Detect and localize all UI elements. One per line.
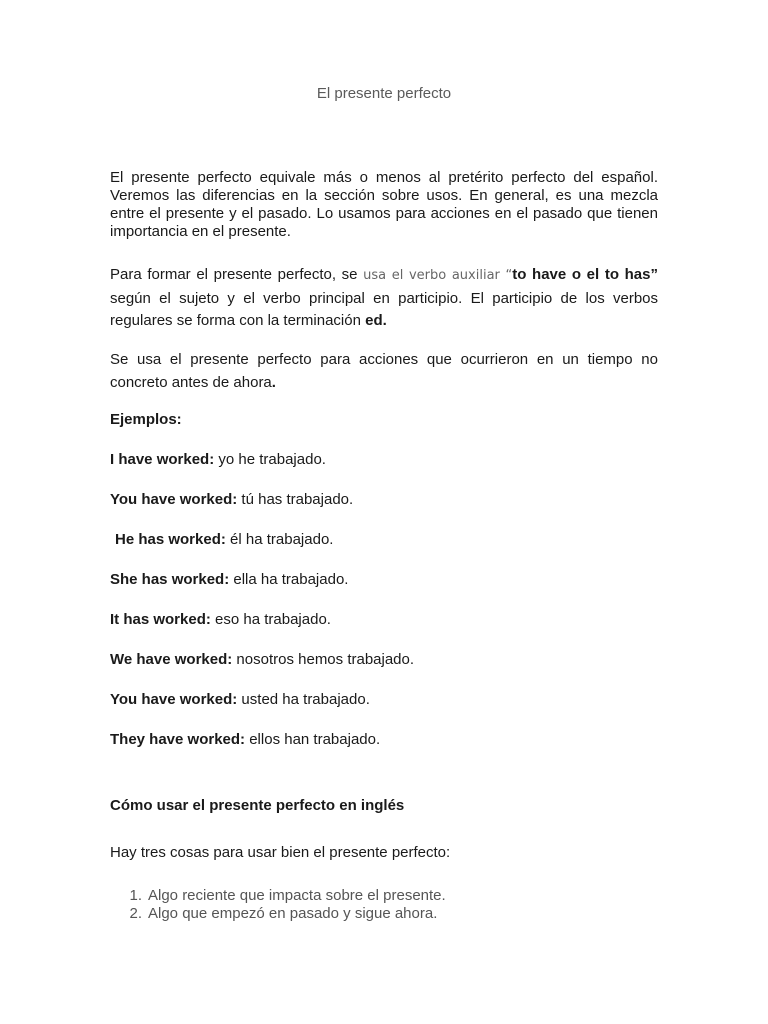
list-item-text: Algo que empezó en pasado y sigue ahora. [148, 905, 438, 922]
ending-bold: ed. [365, 312, 387, 329]
example-spanish: ella ha trabajado. [229, 571, 349, 588]
usage-heading: Cómo usar el presente perfecto en inglés [110, 797, 405, 814]
example-line [110, 491, 710, 509]
usage-intro: Hay tres cosas para usar bien el presente perfecto: [110, 844, 451, 861]
example-spanish: tú has trabajado. [237, 491, 354, 508]
example-english: I have worked: [110, 451, 215, 468]
list-item [110, 905, 670, 923]
usage-paragraph-text: Se usa el presente perfecto para acciones que ocurrieron en un tiempo no concreto antes de ahora [110, 351, 658, 391]
auxiliary-verb-bold: to have o el to has” [512, 266, 658, 283]
example-line [110, 571, 710, 589]
example-english: They have worked: [110, 731, 246, 748]
example-english: She has worked: [110, 571, 230, 588]
example-line [110, 691, 710, 709]
page-title: El presente perfecto [316, 85, 452, 102]
usage-paragraph-period: . [271, 373, 276, 391]
usage-paragraph [110, 349, 658, 394]
example-spanish: nosotros hemos trabajado. [232, 651, 415, 668]
example-line [110, 451, 710, 469]
list-item [110, 887, 670, 905]
example-english: You have worked: [110, 691, 238, 708]
intro-paragraph: El presente perfecto equivale más o menos al pretérito perfecto del español. Veremos las diferencias en la sección sobre usos. En general, es una mezcla entre el presente y el pasado. Lo usamos para acciones en el pasado que tienen importancia en el presente. [110, 169, 658, 240]
list-item-number: 2. [129, 905, 142, 922]
example-line [115, 531, 715, 549]
example-spanish: ellos han trabajado. [245, 731, 381, 748]
auxiliary-verb-text: usa el verbo auxiliar “ [363, 268, 513, 283]
formation-intro-text: Para formar el presente perfecto, se [110, 266, 364, 283]
example-english: He has worked: [115, 531, 226, 548]
list-item-number: 1. [129, 887, 142, 904]
example-spanish: eso ha trabajado. [210, 611, 331, 628]
list-item-text: Algo reciente que impacta sobre el presente. [148, 887, 446, 904]
example-spanish: yo he trabajado. [214, 451, 326, 468]
formation-paragraph [110, 264, 658, 333]
examples-heading: Ejemplos: [110, 411, 182, 428]
usage-list [110, 887, 670, 923]
example-spanish: usted ha trabajado. [237, 691, 370, 708]
example-line [110, 731, 710, 749]
example-line [110, 651, 710, 669]
formation-middle-text: según el sujeto y el verbo principal en participio. El participio de los verbos regulares se forma con la terminación [110, 289, 658, 329]
example-english: We have worked: [110, 651, 233, 668]
example-english: You have worked: [110, 491, 238, 508]
example-english: It has worked: [110, 611, 211, 628]
example-line [110, 611, 710, 629]
example-spanish: él ha trabajado. [225, 531, 334, 548]
